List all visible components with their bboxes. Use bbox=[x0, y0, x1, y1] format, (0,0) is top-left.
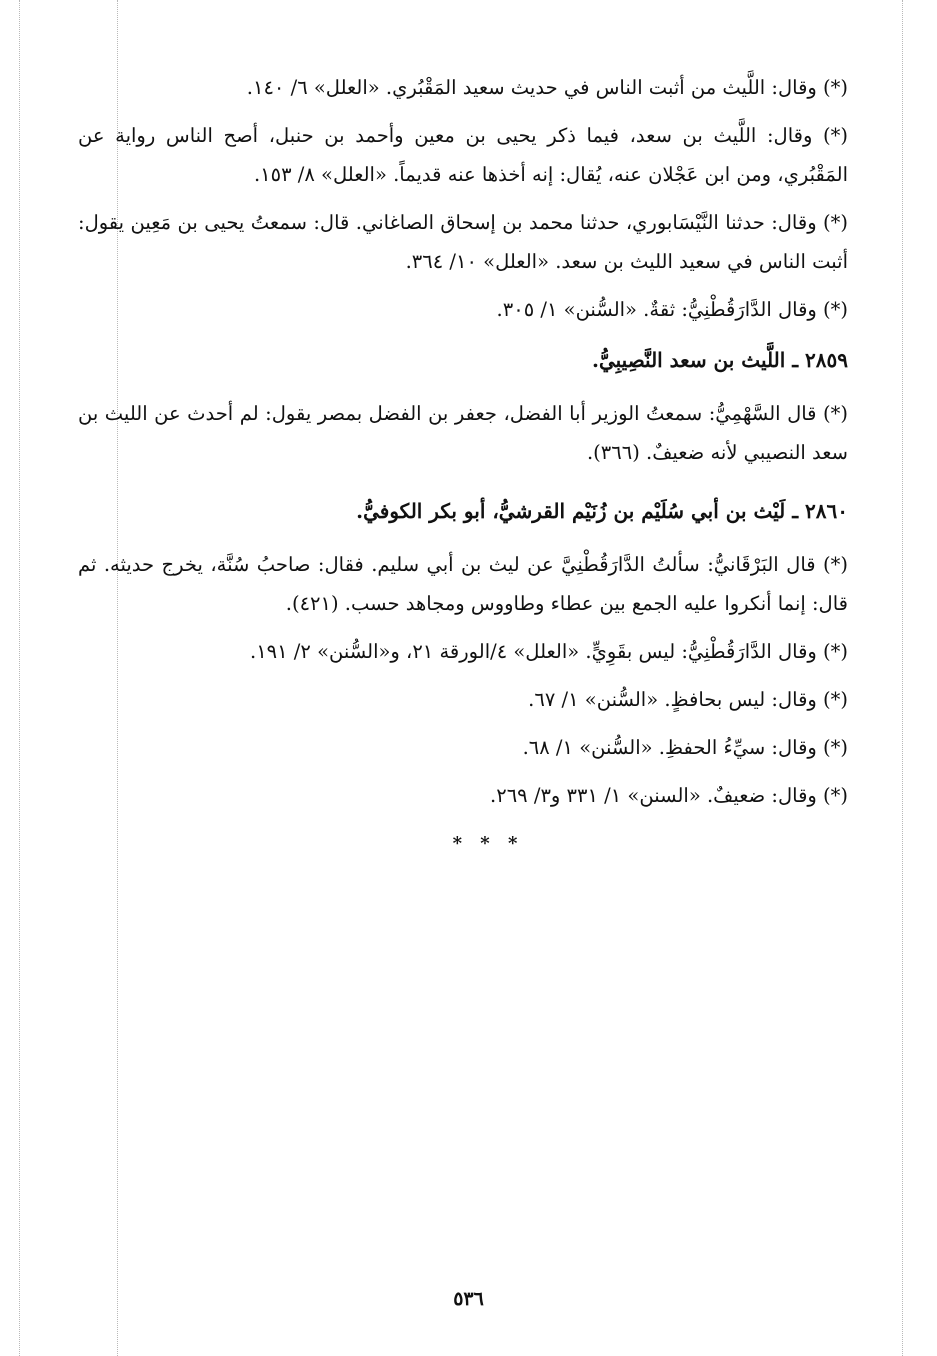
paragraph: (*) وقال: اللَّيث بن سعد، فيما ذكر يحيى بن معين وأحمد بن حنبل، أصح الناس رواية عن المَقْبُري، ومن ابن عَجْلان عنه، يُقال: إنه أخذها عنه قديماً. «العلل» ٨/ ١٥٣. bbox=[78, 124, 848, 186]
paragraph: (*) وقال: اللَّيث من أثبت الناس في حديث سعيد المَقْبُري. «العلل» ٦/ ١٤٠. bbox=[246, 76, 848, 99]
entry-heading-2860: ٢٨٦٠ ـ لَيْث بن أبي سُلَيْم بن زُنَيْم القرشيُّ، أبو بكر الكوفيُّ. bbox=[356, 499, 848, 523]
separator-stars: * * * bbox=[452, 833, 524, 854]
dotted-margin-line-right bbox=[902, 0, 903, 1356]
paragraph: (*) قال السَّهْمِيُّ: سمعتُ الوزير أبا الفضل، جعفر بن الفضل بمصر يقول: لم أحدث عن الليث بن سعد النصيبي لأنه ضعيفٌ. (٣٦٦). bbox=[78, 402, 848, 464]
paragraph: (*) وقال الدَّارَقُطْنِيُّ: ثقةٌ. «السُّنن» ١/ ٣٠٥. bbox=[496, 298, 848, 321]
page-number: ٥٣٦ bbox=[453, 1288, 484, 1310]
paragraph: (*) قال البَرْقَانيُّ: سألتُ الدَّارَقُطْنِيَّ عن ليث بن أبي سليم. فقال: صاحبُ سُنَّة، يخرج حديثه. ثم قال: إنما أنكروا عليه الجمع بين عطاء وطاووس ومجاهد حسب. (٤٢١). bbox=[78, 553, 848, 615]
paragraph: (*) وقال: حدثنا النَّيْسَابوري، حدثنا محمد بن إسحاق الصاغاني. قال: سمعتُ يحيى بن مَعِين يقول: أثبت الناس في سعيد الليث بن سعد. «العلل» ١٠/ ٣٦٤. bbox=[78, 211, 848, 273]
dotted-margin-line-left bbox=[19, 0, 20, 1356]
page-body bbox=[78, 68, 848, 863]
paragraph: (*) وقال: ضعيفٌ. «السنن» ١/ ٣٣١ و٣/ ٢٦٩. bbox=[490, 784, 848, 807]
paragraph: (*) وقال: ليس بحافظٍ. «السُّنن» ١/ ٦٧. bbox=[528, 688, 848, 711]
paragraph: (*) وقال: سيِّءُ الحفظِ. «السُّنن» ١/ ٦٨. bbox=[522, 736, 848, 759]
entry-heading-2859: ٢٨٥٩ ـ اللَّيث بن سعد النَّصِيبِيُّ. bbox=[591, 348, 848, 372]
paragraph: (*) وقال الدَّارَقُطْنِيُّ: ليس بقَوِيٍّ. «العلل» ٤/الورقة ٢١، و«السُّنن» ٢/ ١٩١. bbox=[249, 640, 848, 663]
